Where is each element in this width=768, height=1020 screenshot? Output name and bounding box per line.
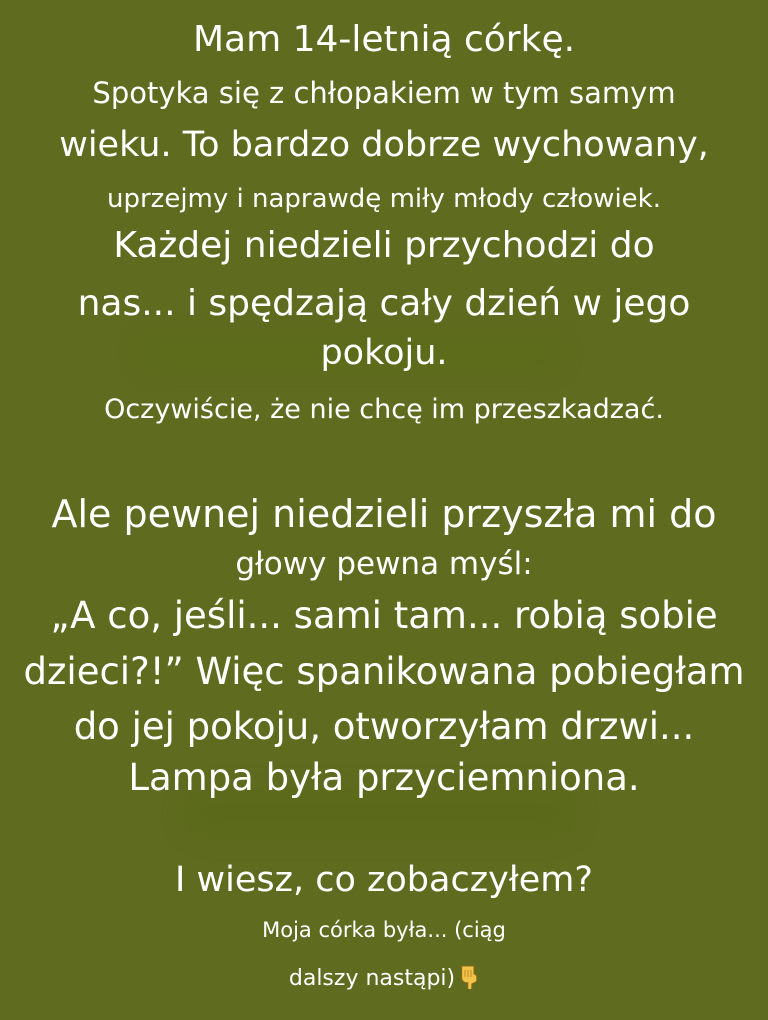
post-line-8: Oczywiście, że nie chcę im przeszkadzać. <box>104 394 664 425</box>
post-line-13: do jej pokoju, otworzyłam drzwi... <box>73 705 695 748</box>
post-line-4: uprzejmy i naprawdę miły młody człowiek. <box>107 184 661 214</box>
post-line-16: Moja córka była... (ciąg <box>262 918 506 942</box>
post-line-2: Spotyka się z chłopakiem w tym samym <box>92 76 676 110</box>
post-line-5: Każdej niedzieli przychodzi do <box>113 225 655 266</box>
post-line-15: I wiesz, co zobaczyłem? <box>175 860 593 900</box>
post-line-6: nas... i spędzają cały dzień w jego <box>77 283 691 324</box>
post-line-17 <box>0 965 768 990</box>
post-line-9: Ale pewnej niedzieli przyszła mi do <box>51 492 717 536</box>
post-line-11: „A co, jeśli... sami tam... robią sobie <box>50 594 718 637</box>
pointing-down-hand-icon <box>457 965 479 989</box>
post-line-1: Mam 14-letnią córkę. <box>192 19 576 60</box>
post-line-10: głowy pewna myśl: <box>235 546 533 582</box>
post-line-12: dzieci?!” Więc spanikowana pobiegłam <box>23 650 745 693</box>
post-line-17-text: dalszy nastąpi) <box>288 966 456 991</box>
post-line-3: wieku. To bardzo dobrze wychowany, <box>59 125 709 165</box>
post-line-7: pokoju. <box>320 333 448 373</box>
post-line-14: Lampa była przyciemniona. <box>128 756 640 799</box>
